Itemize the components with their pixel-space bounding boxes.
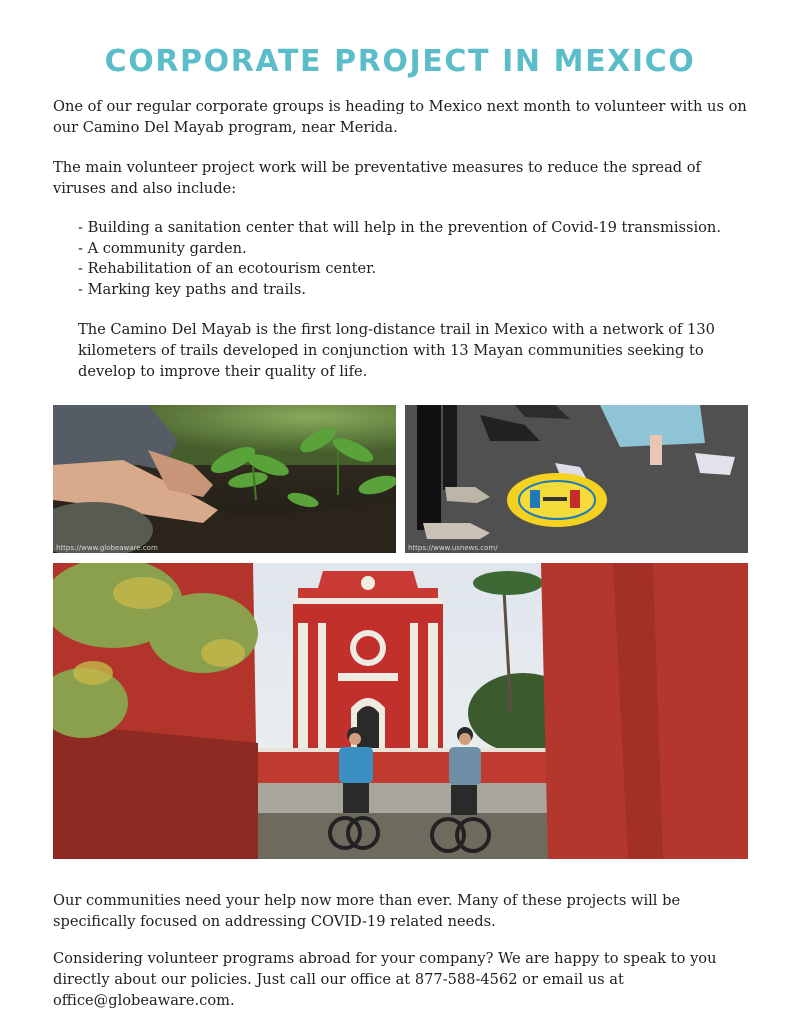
list-item: - Marking key paths and trails. (78, 280, 306, 298)
community-need-paragraph: Our communities need your help now more than ever. Many of these projects will be specifically focused on addressing COVID-19 related needs. (53, 892, 681, 930)
trail-description: The Camino Del Mayab is the first long-distance trail in Mexico with a network of 130 kilometers of trails developed in conjunction with 13 Mayan communities seeking to develop to improve their quality of life. (78, 321, 715, 380)
church-cyclists-photo (53, 563, 748, 859)
page-title: CORPORATE PROJECT IN MEXICO (104, 44, 696, 79)
photo-credit: https://www.usnews.com/ (408, 544, 498, 552)
list-item: - Building a sanitation center that will help in the prevention of Covid-19 transmission. (78, 219, 721, 236)
contact-paragraph: Considering volunteer programs abroad for your company? We are happy to speak to you directly about our policies. Just call our office at 877-588-4562 or email us at office@globeaware.com. (53, 950, 717, 1009)
distancing-photo (405, 405, 748, 553)
project-list (78, 218, 758, 300)
project-intro-paragraph: The main volunteer project work will be preventative measures to reduce the spread of viruses and also include: (53, 159, 701, 197)
list-item: - Rehabilitation of an ecotourism center. (78, 260, 377, 277)
photo-credit: https://www.globeaware.com (56, 544, 158, 552)
garden-photo (53, 405, 396, 553)
list-item: - A community garden. (78, 239, 247, 257)
intro-paragraph: One of our regular corporate groups is heading to Mexico next month to volunteer with us on our Camino Del Mayab program, near Merida. (53, 98, 747, 136)
